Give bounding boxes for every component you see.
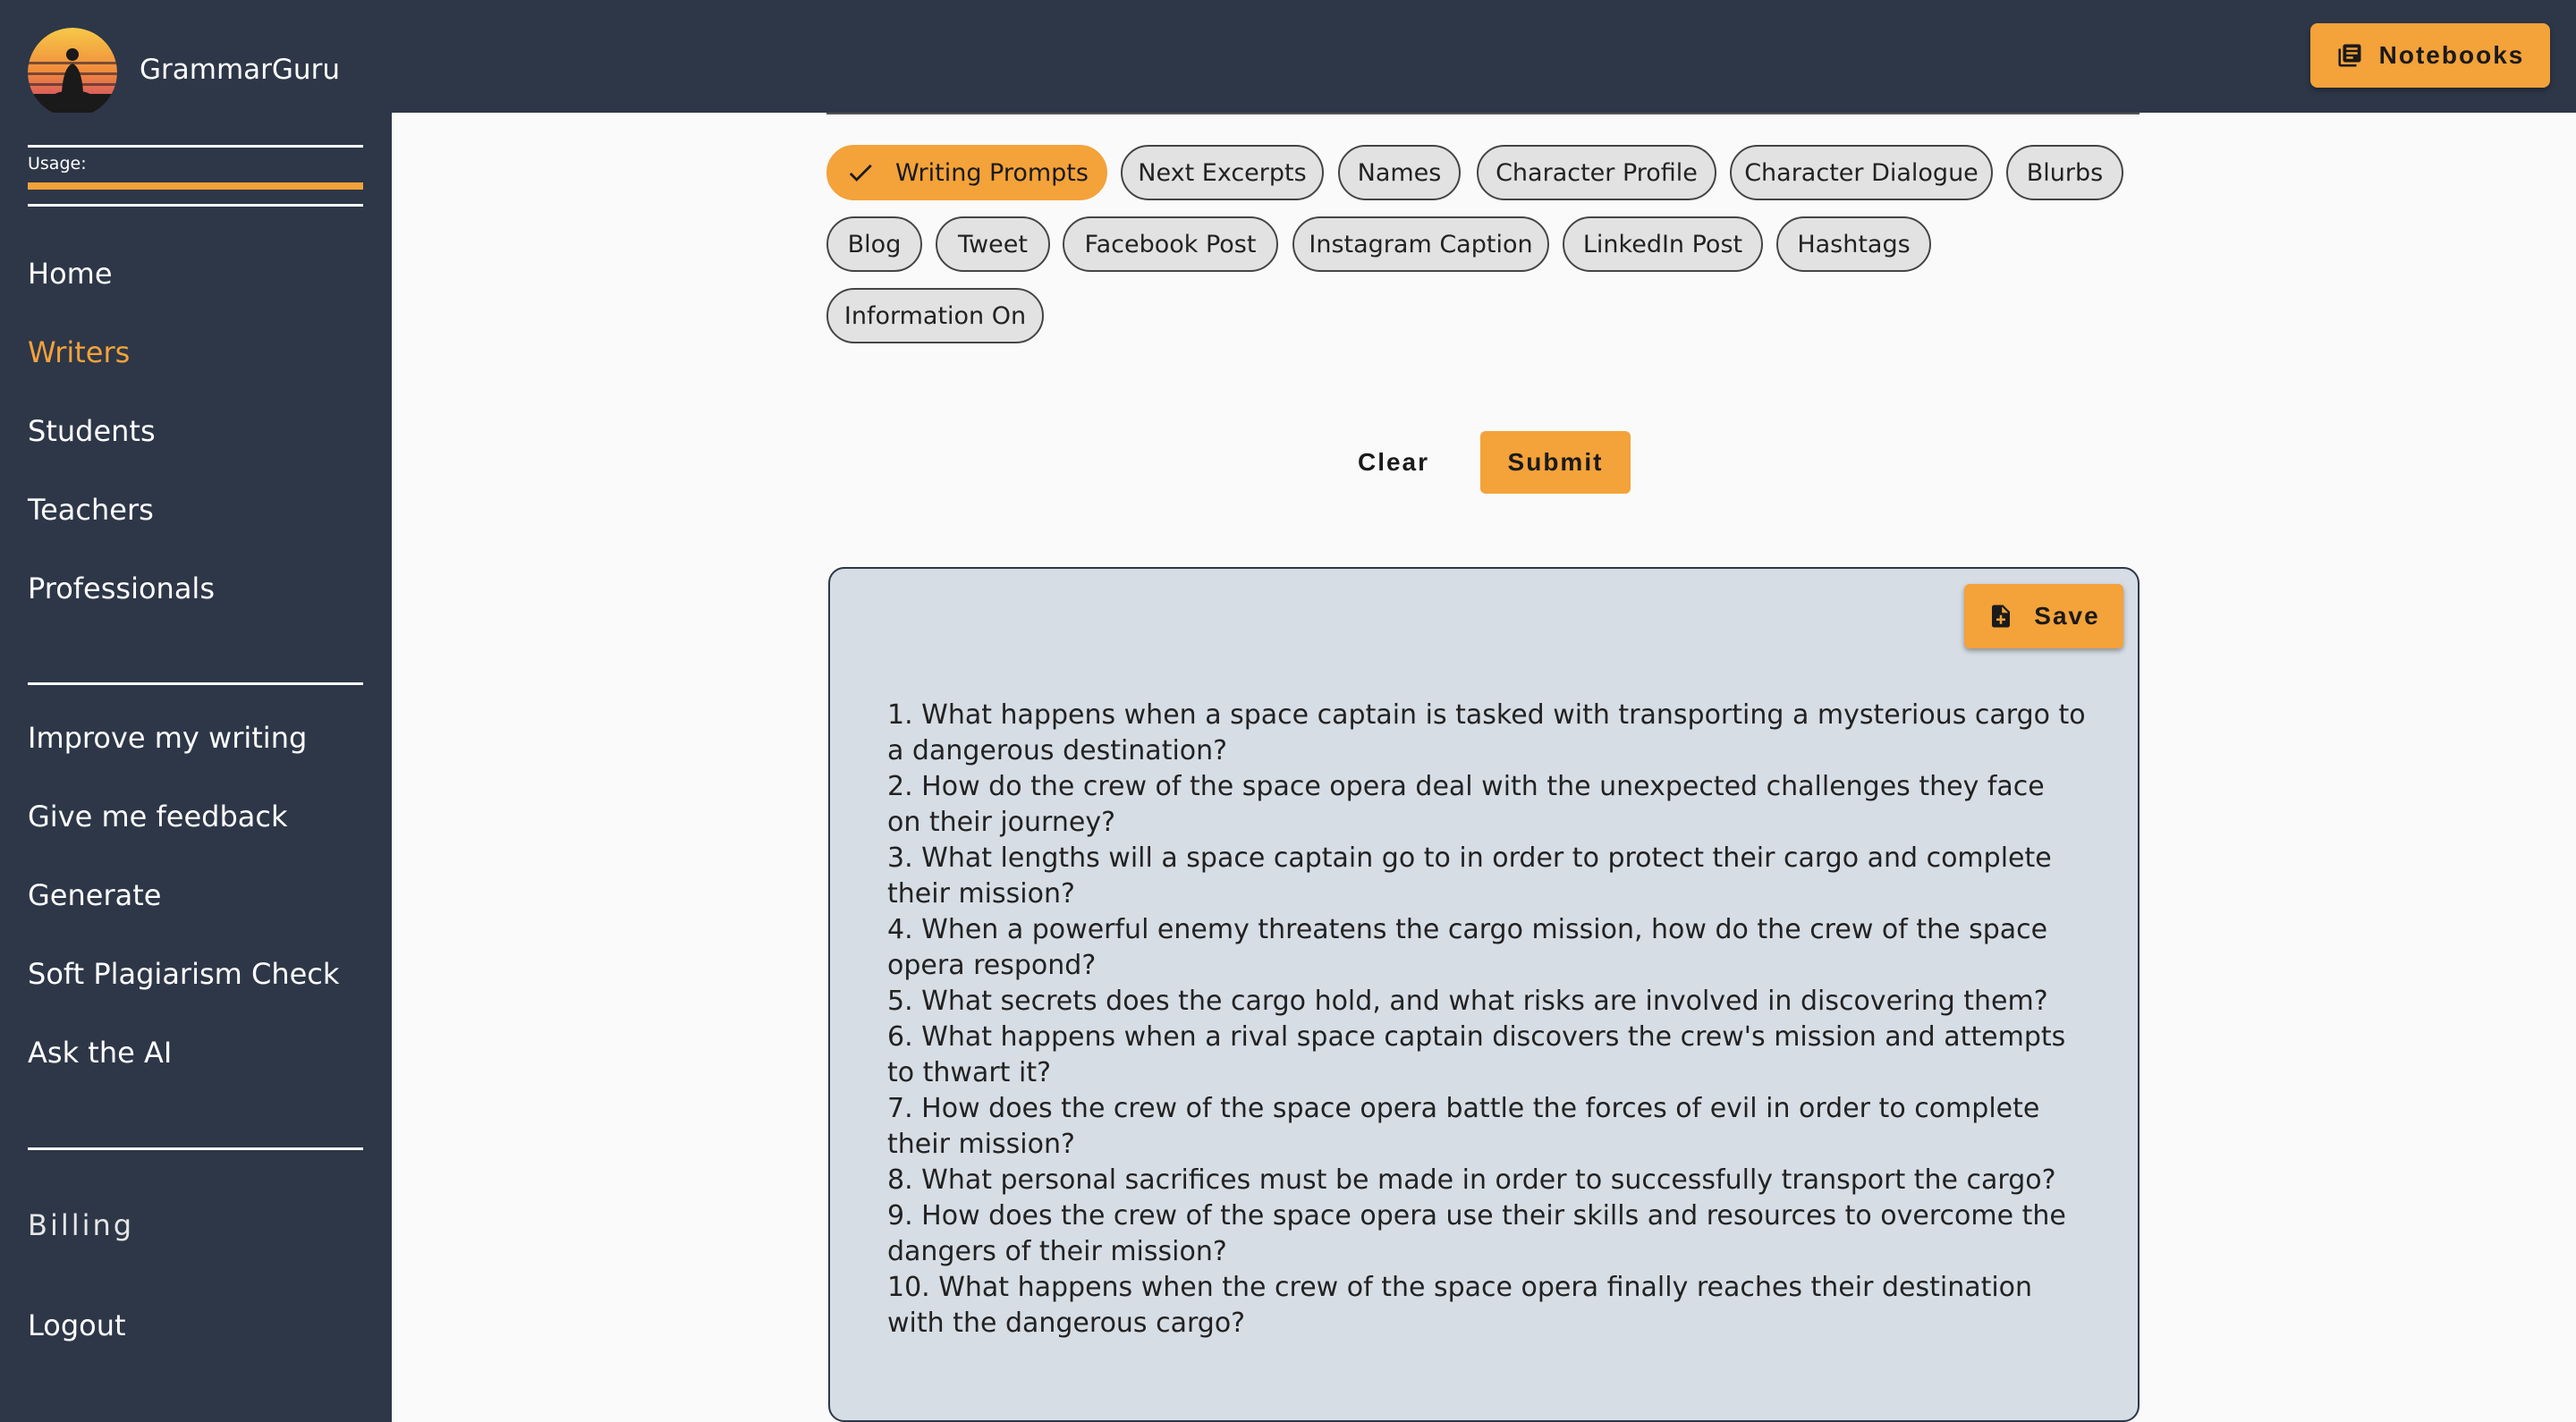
chip-linkedin-post[interactable]: LinkedIn Post (1563, 216, 1763, 272)
sidebar-divider (28, 204, 363, 207)
chip-instagram-caption[interactable]: Instagram Caption (1292, 216, 1549, 272)
clear-button[interactable]: Clear (1357, 448, 1430, 476)
check-icon (845, 157, 876, 188)
usage-label: Usage: (28, 154, 87, 174)
notebook-icon (2336, 42, 2363, 69)
chip-character-profile[interactable]: Character Profile (1477, 145, 1716, 200)
list-item: 2. How do the crew of the space opera deal with the unexpected challenges they face on their journey? (887, 771, 2045, 838)
brand-logo[interactable] (28, 28, 117, 117)
sidebar-item-feedback[interactable]: Give me feedback (28, 800, 288, 834)
output-panel (828, 567, 2140, 1422)
sidebar-divider (28, 1147, 363, 1150)
chip-next-excerpts[interactable]: Next Excerpts (1121, 145, 1324, 200)
sidebar-item-billing[interactable]: Billing (28, 1208, 135, 1242)
submit-button[interactable]: Submit (1480, 431, 1631, 494)
sidebar-divider (28, 682, 363, 685)
sidebar-item-teachers[interactable]: Teachers (28, 493, 154, 527)
brand-name: GrammarGuru (140, 54, 340, 86)
chip-facebook-post[interactable]: Facebook Post (1063, 216, 1278, 272)
list-item: 3. What lengths will a space captain go to in order to protect their cargo and complete their mission? (887, 842, 2052, 910)
chip-hashtags[interactable]: Hashtags (1776, 216, 1931, 272)
sidebar-divider (28, 145, 363, 148)
top-bar (0, 0, 2576, 113)
sidebar-item-plagiarism-check[interactable]: Soft Plagiarism Check (28, 957, 340, 991)
list-item: 10. What happens when the crew of the space opera finally reaches their destination with the dangerous cargo? (887, 1272, 2033, 1339)
chip-label: Writing Prompts (895, 158, 1089, 187)
chip-blurbs[interactable]: Blurbs (2006, 145, 2123, 200)
list-item: 7. How does the crew of the space opera battle the forces of evil in order to complete their mission? (887, 1093, 2040, 1160)
list-item: 9. How does the crew of the space opera use their skills and resources to overcome the dangers of their mission? (887, 1200, 2066, 1267)
sidebar-item-professionals[interactable]: Professionals (28, 571, 215, 605)
notebooks-button[interactable] (2310, 23, 2550, 88)
generated-prompts-list (887, 698, 2086, 1342)
sidebar-item-ask-ai[interactable]: Ask the AI (28, 1036, 173, 1070)
list-item: 4. When a powerful enemy threatens the cargo mission, how do the crew of the space opera respond? (887, 914, 2048, 981)
list-item: 5. What secrets does the cargo hold, and what risks are involved in discovering them? (887, 986, 2048, 1017)
usage-progress-bar (28, 182, 363, 190)
sidebar-item-writers[interactable]: Writers (28, 335, 131, 369)
list-item: 6. What happens when a rival space captain discovers the crew's mission and attempts to thwart it? (887, 1021, 2066, 1088)
sidebar-item-generate[interactable]: Generate (28, 878, 162, 912)
chip-blog[interactable]: Blog (826, 216, 922, 272)
notebooks-label: Notebooks (2378, 41, 2525, 69)
chip-tweet[interactable]: Tweet (936, 216, 1050, 272)
file-add-icon (1987, 601, 2014, 631)
list-item: 1. What happens when a space captain is tasked with transporting a mysterious cargo to a dangerous destination? (887, 699, 2086, 766)
chip-writing-prompts[interactable] (826, 145, 1107, 200)
sidebar-item-home[interactable]: Home (28, 257, 113, 291)
save-label: Save (2034, 602, 2100, 630)
content-divider (826, 113, 2140, 114)
chip-information-on[interactable]: Information On (826, 288, 1044, 343)
save-button[interactable] (1964, 584, 2123, 648)
sidebar-item-students[interactable]: Students (28, 414, 156, 448)
sidebar-item-logout[interactable]: Logout (28, 1308, 126, 1342)
chip-character-dialogue[interactable]: Character Dialogue (1730, 145, 1993, 200)
sidebar-item-improve-writing[interactable]: Improve my writing (28, 721, 308, 755)
chip-names[interactable]: Names (1338, 145, 1461, 200)
list-item: 8. What personal sacrifices must be made in order to successfully transport the cargo? (887, 1164, 2056, 1196)
